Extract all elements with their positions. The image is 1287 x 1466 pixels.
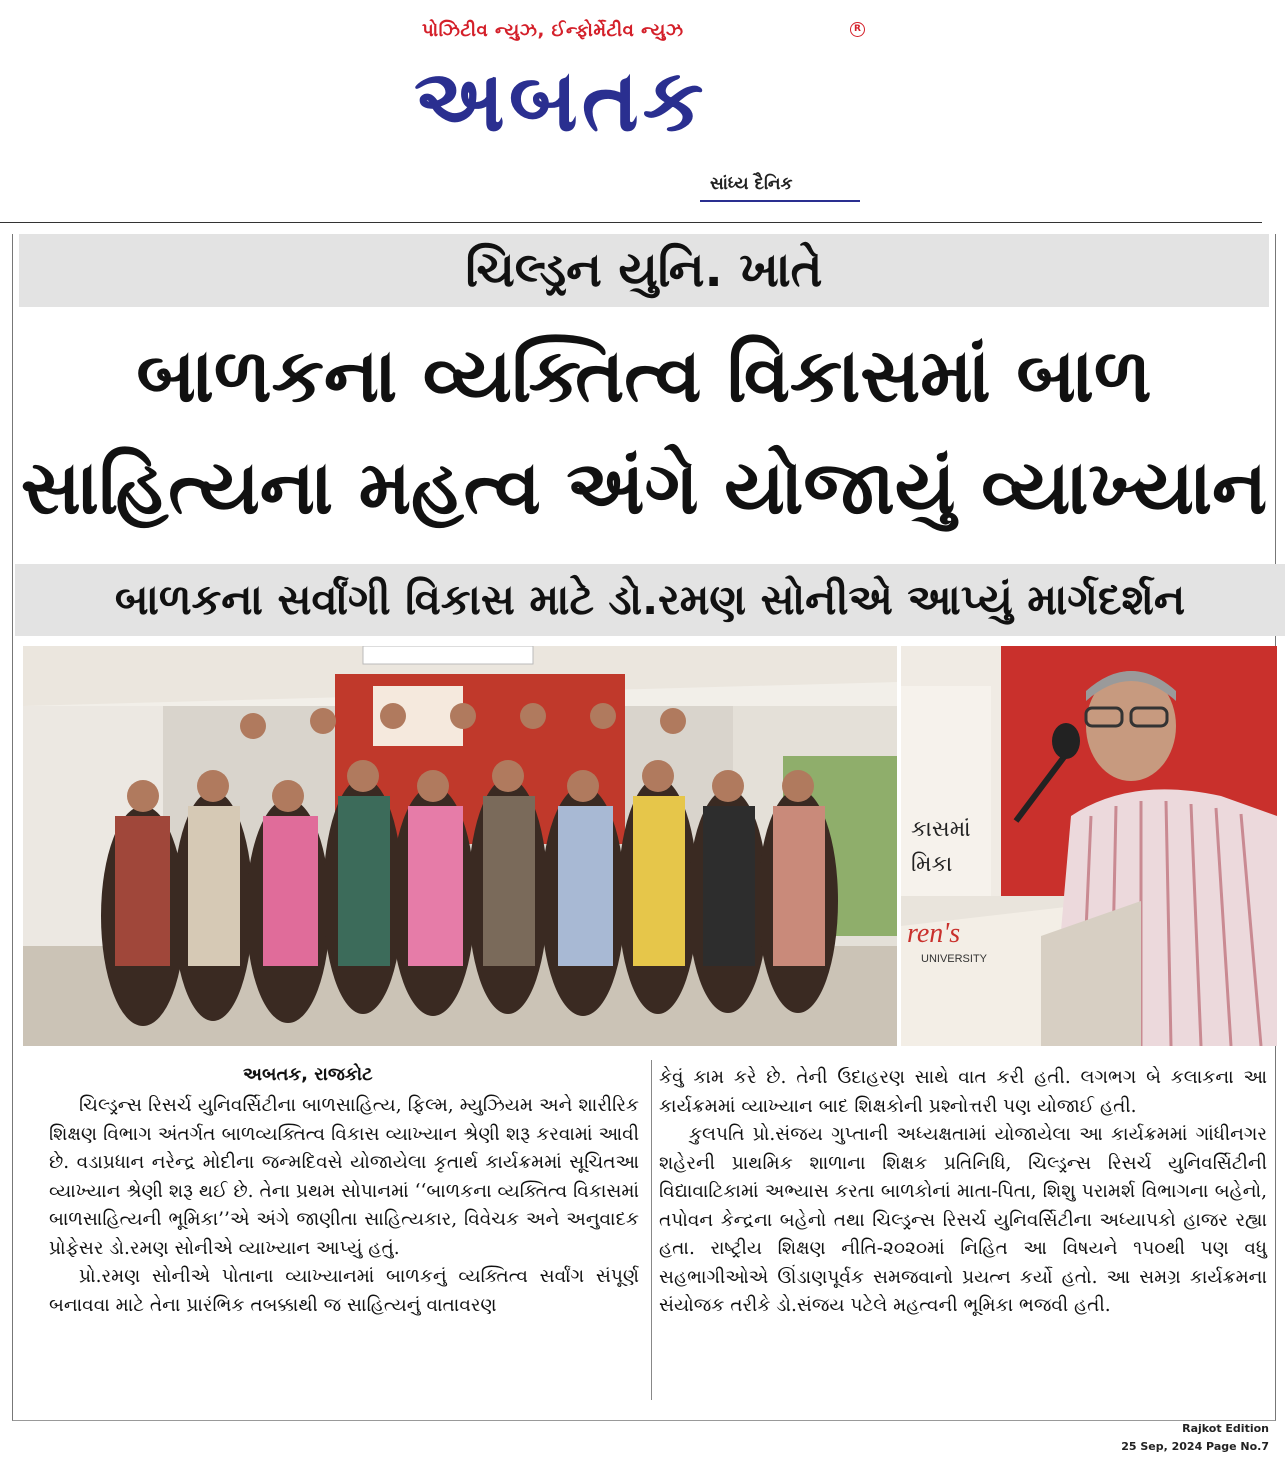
edition-tag: સાંધ્ય દૈનિક xyxy=(710,174,793,194)
article-dateline: અબતક, રાજકોટ xyxy=(243,1064,373,1085)
masthead-divider xyxy=(0,222,1262,223)
article-column-left xyxy=(49,1092,639,1320)
paragraph: કેવું કામ કરે છે. તેની ઉદાહરણ સાથે વાત કરી હતી. લગભગ બે કલાકના આ કાર્યક્રમમાં વ્યાખ્યાન બાદ શિક્ષકોની પ્રશ્નોત્તરી પણ યોજાઈ હતી. xyxy=(659,1067,1267,1117)
masthead-tagline: પોઝિટીવ ન્યુઝ, ઈન્ફોર્મેટીવ ન્યુઝ xyxy=(422,20,684,41)
headline-line-1: બાળકના વ્યક્તિત્વ વિકાસમાં બાળ xyxy=(136,333,1152,419)
speaker-photo-image xyxy=(901,646,1277,1046)
footer-edition: Rajkot Edition xyxy=(1182,1422,1269,1435)
article-headline xyxy=(19,320,1269,544)
paragraph: પ્રો.રમણ સોનીએ પોતાના વ્યાખ્યાનમાં બાળકનું વ્યક્તિત્વ સર્વાંગ સંપૂર્ણ બનાવવા માટે તેના પ્રારંભિક તબક્કાથી જ સાહિત્યનું વાતાવરણ xyxy=(49,1266,639,1316)
article-kicker: ચિલ્ડ્રન યુનિ. ખાતે xyxy=(19,234,1269,307)
banner-gujarati-2: મિકા xyxy=(911,851,953,876)
paragraph: ચિલ્ડ્રન્સ રિસર્ચ યુનિવર્સિટીના બાળસાહિત્ય, ફિલ્મ, મ્યુઝિયમ અને શારીરિક શિક્ષણ વિભાગ અંતર્ગત બાળવ્યક્તિત્વ વિકાસ વ્યાખ્યાન શ્રેણી શરૂ કરવામાં આવી છે. વડાપ્રધાન નરેન્દ્ર મોદીના જન્મદિવસે યોજાયેલા કૃતાર્થ કાર્યક્રમમાં સૂચિતઆ વ્યાખ્યાન શ્રેણી શરૂ થઈ છે. તેના પ્રથમ સોપાનમાં ‘‘બાળકના વ્યક્તિત્વ વિકાસમાં બાળસાહિત્યની ભૂમિકા’’એ અંગે જાણીતા સાહિત્યકાર, વિવેચક અને અનુવાદક પ્રોફેસર ડો.રમણ સોનીએ વ્યાખ્યાન આપ્યું હતું. xyxy=(49,1095,639,1259)
masthead xyxy=(400,14,870,204)
edition-underline xyxy=(700,200,860,202)
paragraph: કુલપતિ પ્રો.સંજય ગુપ્તાની અધ્યક્ષતામાં યોજાયેલા આ કાર્યક્રમમાં ગાંધીનગર શહેરની પ્રાથમિક શાળાના શિક્ષક પ્રતિનિધિ, ચિલ્ડ્રન્સ રિસર્ચ યુનિવર્સિટીની વિદ્યાવાટિકામાં અભ્યાસ કરતા બાળકોનાં માતા-પિતા, શિશુ પરામર્શ વિભાગના બહેનો, તપોવન કેન્દ્રના બહેનો તથા ચિલ્ડ્રન્સ રિસર્ચ યુનિવર્સિટીના અધ્યાપકો હાજર રહ્યા હતા. રાષ્ટ્રીય શિક્ષણ નીતિ-૨૦૨૦માં નિહિત આ વિષયને ૧૫૦થી પણ વધુ સહભાગીઓએ ઊંડાણપૂર્વક સમજવાનો પ્રયત્ન કર્યો હતો. આ સમગ્ર કાર્યક્રમના સંયોજક તરીકે ડો.સંજય પટેલે મહત્વની ભૂમિકા ભજવી હતી. xyxy=(659,1124,1267,1316)
banner-university-subtext: UNIVERSITY xyxy=(921,953,988,965)
column-divider xyxy=(651,1060,652,1400)
group-photo xyxy=(23,646,897,1046)
newspaper-logo: અબતક xyxy=(414,51,708,151)
speaker-photo xyxy=(901,646,1277,1046)
banner-university-text: ren's xyxy=(907,918,961,949)
group-photo-image xyxy=(23,646,897,1046)
headline-line-2: સાહિત્યના મહત્વ અંગે યોજાયું વ્યાખ્યાન xyxy=(20,445,1268,531)
article-subhead: બાળકના સર્વાંગી વિકાસ માટે ડો.રમણ સોનીએ આપ્યું માર્ગદર્શન xyxy=(15,564,1285,636)
banner-gujarati-1: કાસમાં xyxy=(911,816,971,841)
news-article xyxy=(12,234,1276,1421)
article-column-right xyxy=(659,1064,1267,1321)
footer-date-page: 25 Sep, 2024 Page No.7 xyxy=(1121,1440,1269,1453)
registered-mark-icon: R xyxy=(850,22,865,37)
